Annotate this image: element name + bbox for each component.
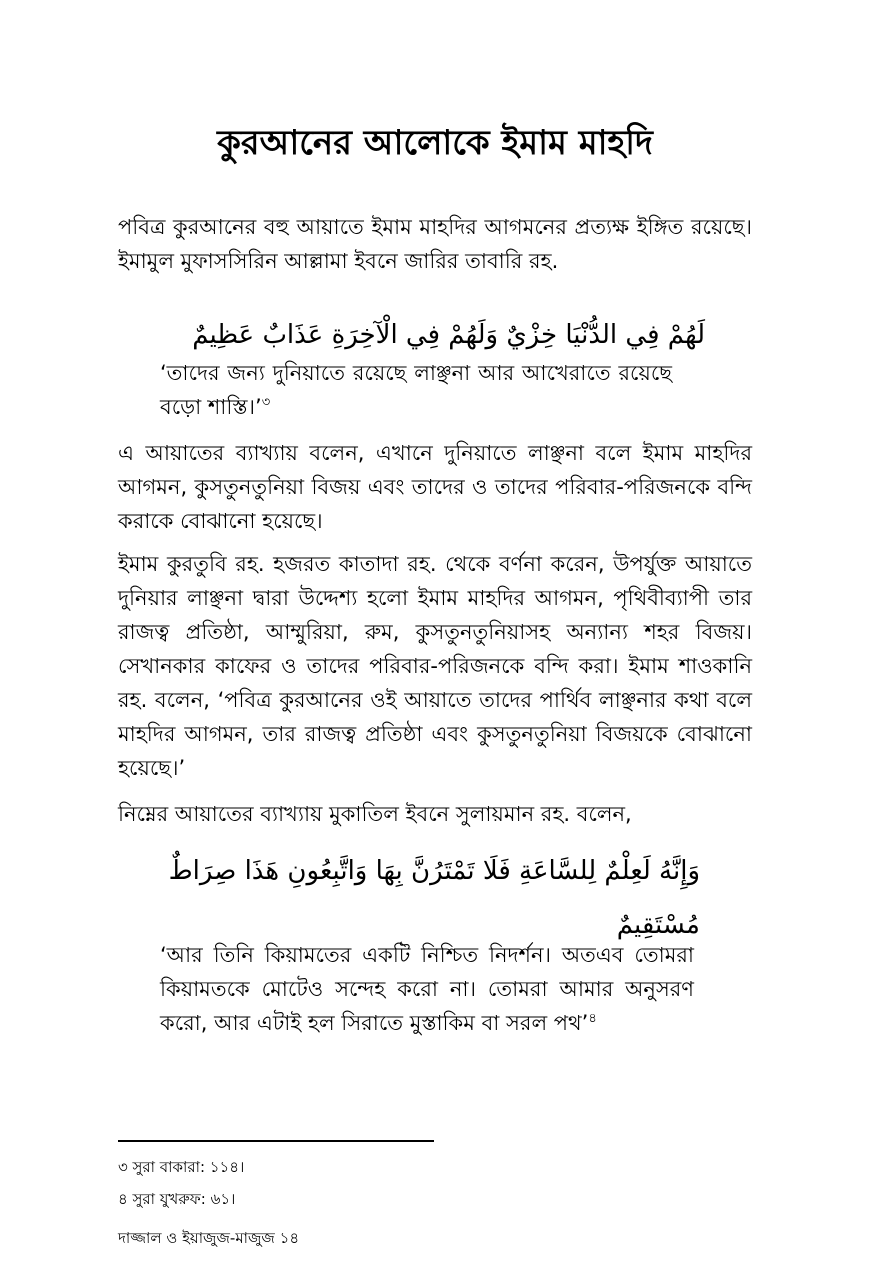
chapter-title: কুরআনের আলোকে ইমাম মাহদি — [217, 123, 653, 163]
explanation-paragraph-2: ইমাম কুরতুবি রহ. হজরত কাতাদা রহ. থেকে বর্ণনা করেন, উপর্যুক্ত আয়াতে দুনিয়ার লাঞ্ছনা দ্বারা উদ্দেশ্য হলো ইমাম মাহদির আগমন, পৃথিবীব্যাপী তার রাজত্ব প্রতিষ্ঠা, আম্মুরিয়া, রুম, কুসতুনতুনিয়াসহ অন্যান্য শহর বিজয়। সেখানকার কাফের ও তাদের পরিবার-পরিজনকে বন্দি করা। ইমাম শাওকানি রহ. বলেন, ‘পবিত্র কুরআনের ওই আয়াতে তাদের পার্থিব লাঞ্ছনার কথা বলে মাহদির আগমন, তার রাজত্ব প্রতিষ্ঠা এবং কুসতুনতুনিয়া বিজয়কে বোঝানো হয়েছে।’ — [118, 552, 752, 780]
page-footer: দাজ্জাল ও ইয়াজুজ-মাজুজ ১৪ — [118, 1229, 300, 1247]
footnote-divider — [118, 1140, 434, 1142]
footnote-ref-3: ৩ — [261, 395, 271, 410]
explanation-paragraph-1: এ আয়াতের ব্যাখ্যায় বলেন, এখানে দুনিয়াতে লাঞ্ছনা বলে ইমাম মাহদির আগমন, কুসতুনতুনিয়া বিজয় এবং তাদের ও তাদের পরিবার-পরিজনকে বন্দি করাকে বোঝানো হয়েছে। — [118, 441, 752, 533]
verse1-arabic: لَهُمْ فِي الدُّنْيَا خِزْيٌ وَلَهُمْ فِي الْآخِرَةِ عَذَابٌ عَظِيمٌ — [192, 320, 705, 350]
verse2-translation-text: ‘আর তিনি কিয়ামতের একটি নিশ্চিত নিদর্শন। অতএব তোমরা কিয়ামতকে মোটেও সন্দেহ করো না। তোমরা আমার অনুসরণ করো, আর এটাই হল সিরাতে মুস্তাকিম বা সরল পথ’ — [160, 943, 694, 1035]
verse2-translation — [160, 938, 694, 1040]
intro-paragraph: পবিত্র কুরআনের বহু আয়াতে ইমাম মাহদির আগমনের প্রত্যক্ষ ইঙ্গিত রয়েছে। ইমামুল মুফাসসিরিন আল্লামা ইবনে জারির তাবারি রহ. — [118, 215, 752, 273]
footnote-ref-4: ৪ — [588, 1011, 597, 1026]
verse2-arabic: وَإِنَّهُ لَعِلْمٌ لِلسَّاعَةِ فَلَا تَمْتَرُنَّ بِهَا وَاتَّبِعُونِ هَذَا صِرَاطٌ مُسْتَقِيمٌ — [168, 856, 700, 940]
verse1-translation-text: ‘তাদের জন্য দুনিয়াতে রয়েছে লাঞ্ছনা আর আখেরাতে রয়েছে বড়ো শাস্তি।’ — [160, 361, 672, 419]
verse2-intro: নিম্নের আয়াতের ব্যাখ্যায় মুকাতিল ইবনে সুলায়মান রহ. বলেন, — [118, 802, 632, 826]
footnote-4: ৪ সুরা যুখরুফ: ৬১। — [118, 1190, 236, 1208]
verse1-translation — [160, 356, 672, 424]
footnote-3: ৩ সুরা বাকারা: ১১৪। — [118, 1158, 245, 1176]
